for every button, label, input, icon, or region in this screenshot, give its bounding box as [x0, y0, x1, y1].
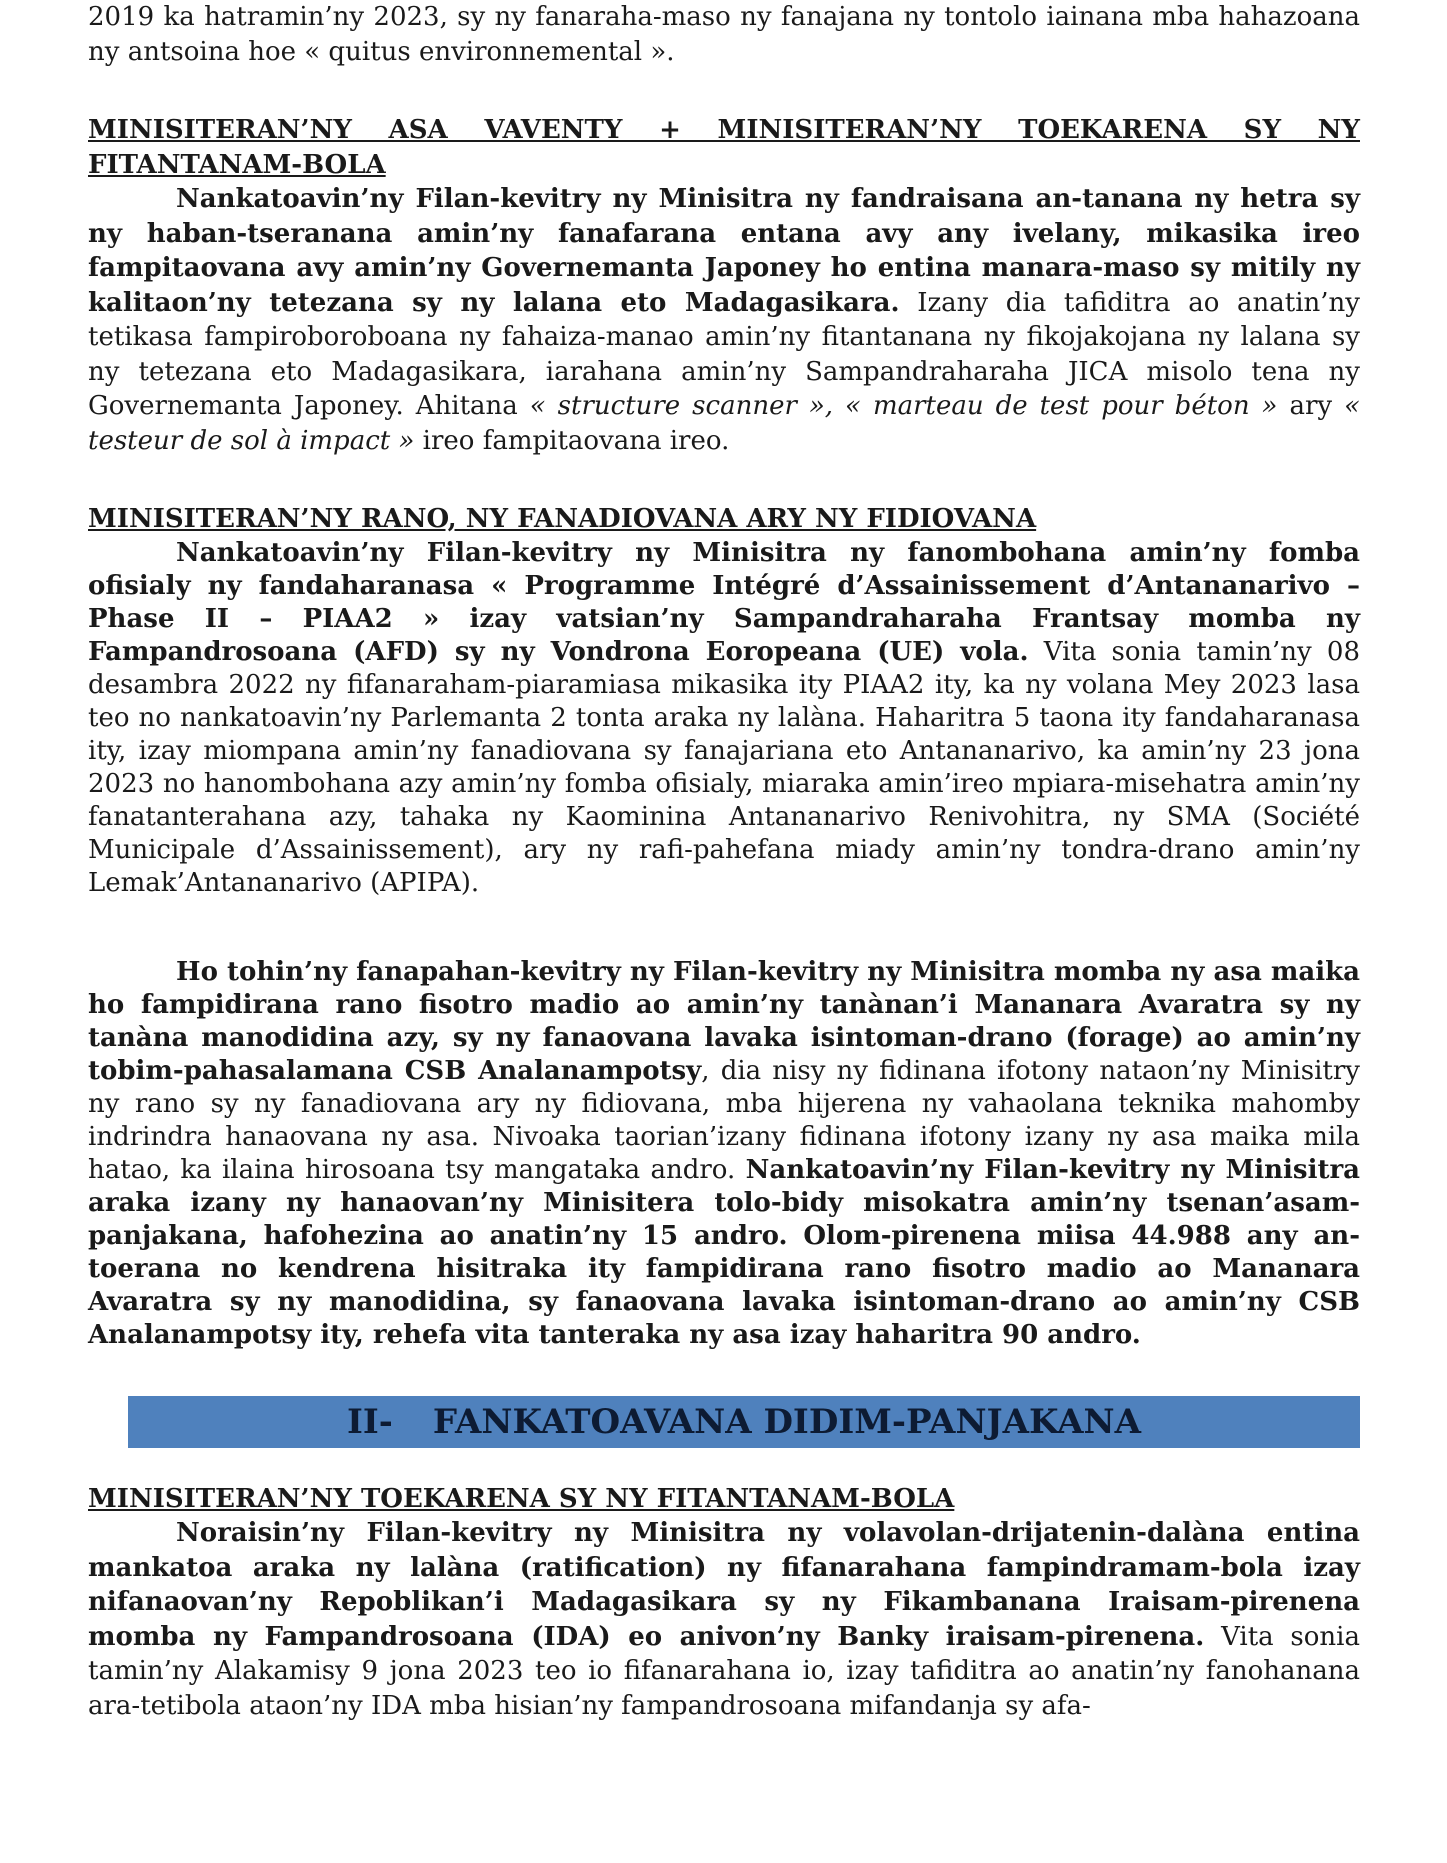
spacer — [88, 69, 1360, 113]
paragraph-mananara-water — [88, 956, 1360, 1352]
paragraph-bold-text: Nankatoavin’ny Filan-kevitry ny Minisitra araka izany ny hanaovan’ny Minisitera tolo-bidy misokatra amin’ny tsenan’asam-panjakana, hafohezina ao anatin’ny 15 andro. Olom-pirenena miisa 44.988 any an-toerana no kendrena hisitraka ity fampidirana rano fisotro madio ao Mananara Avaratra sy ny manodidina, sy fanaovana lavaka isintoman-drano ao amin’ny CSB Analanampotsy ity, rehefa vita tanteraka ny asa izay haharitra 90 andro. — [88, 1154, 1360, 1350]
section-heading-water-sanitation: MINISITERAN’NY RANO, NY FANADIOVANA ARY NY FIDIOVANA — [88, 504, 1037, 534]
spacer — [88, 458, 1360, 502]
paragraph-text: ireo fampitaovana ireo. — [414, 425, 730, 456]
section-banner-title: FANKATOAVANA DIDIM-PANJAKANA — [432, 1401, 1141, 1442]
spacer — [88, 900, 1360, 956]
paragraph-bold-text: Nankatoavin’ny Filan-kevitry ny Minisitra ny fanombohana amin’ny fomba ofisialy ny fandaharanasa « Programme Intégré d’Assainissement d’Antananarivo – Phase II – PIAA2 » izay vatsian’ny Sampandraharaha Frantsay momba ny Fampandrosoana (AFD) sy ny Vondrona Eoropeana (UE) vola. — [88, 537, 1360, 667]
section-heading-public-works-finance: MINISITERAN’NY ASA VAVENTY + MINISITERAN’NY TOEKARENA SY NY FITANTANAM-BOLA — [88, 115, 1360, 180]
paragraph-piaa2 — [88, 537, 1360, 900]
paragraph-bold-text: Ho tohin’ny fanapahan-kevitry ny Filan-kevitry ny Minisitra momba ny asa maika ho fampidirana rano fisotro madio ao amin’ny tanànan’i Mananara Avaratra sy ny tanàna manodidina azy, sy ny fanaovana lavaka isintoman-drano (forage) ao amin’ny tobim-pahasalamana CSB Analanampotsy — [88, 956, 1360, 1086]
paragraph-bold-text: Nankatoavin’ny Filan-kevitry ny Minisitra ny fandraisana an-tanana ny hetra sy ny haban-tseranana amin’ny fanafarana entana avy any ivelany, mikasika ireo fampitaovana avy amin’ny Governemanta Japoney ho entina manara-maso sy mitily ny kalitaon’ny tetezana sy ny lalana eto Madagasikara. — [88, 184, 1360, 318]
paragraph-text: ary — [1277, 391, 1345, 421]
paragraph-ida-ratification — [88, 1516, 1360, 1723]
spacer — [88, 1448, 1360, 1482]
paragraph-bold-text: Noraisin’ny Filan-kevitry ny Minisitra ny volavolan-drijatenin-dalàna entina mankatoa araka ny lalàna (ratification) ny fifanarahana fampindramam-bola izay nifanaovan’ny Repoblikan’i Madagasikara sy ny Fikambanana Iraisam-pirenena momba ny Fampandrosoana (IDA) eo anivon’ny Banky iraisam-pirenena. — [88, 1518, 1360, 1652]
paragraph-text: Izany dia tafiditra ao anatin’ny tetikasa fampiroboroboana ny fahaiza-manao amin’ny fitantanana ny fikojakojana ny lalana sy ny tetezana eto Madagasikara, iarahana amin’ny Sampandraharaha JICA misolo tena ny Governemanta Japoney. Ahitana — [88, 287, 1360, 421]
section-banner — [128, 1396, 1360, 1448]
paragraph-text: , dia nisy ny fidinana ifotony nataon’ny Minisitry ny rano sy ny fanadiovana ary ny fidiovana, mba hijerena ny vahaolana teknika mahomby indrindra hanaovana ny asa. Nivoaka taorian’izany fidinana ifotony izany ny asa maika mila hatao, ka ilaina hirosoana tsy mangataka andro. — [88, 1055, 1360, 1185]
document-page — [88, 0, 1360, 1723]
section-banner-number: II- — [346, 1401, 393, 1442]
spacer — [88, 1352, 1360, 1396]
paragraph-italic-text: « testeur de sol à impact » — [88, 391, 1360, 456]
section-heading-economy-finance: MINISITERAN’NY TOEKARENA SY NY FITANTANAM-BOLA — [88, 1483, 955, 1514]
paragraph-text: Vita sonia tamin’ny 08 desambra 2022 ny fifanaraham-piaramiasa mikasika ity PIAA2 ity, ka ny volana Mey 2023 lasa teo no nankatoavin’ny Parlemanta 2 tonta araka ny lalàna. Haharitra 5 taona ity fandaharanasa ity, izay miompana amin’ny fanadiovana sy fanajariana eto Antananarivo, ka amin’ny 23 jona 2023 no hanombohana azy amin’ny fomba ofisialy, miaraka amin’ireo mpiara-misehatra amin’ny fanatanterahana azy, tahaka ny Kaominina Antananarivo Renivohitra, ny SMA (Société Municipale d’Assainissement), ary ny rafi-pahefana miady amin’ny tondra-drano amin’ny Lemak’Antananarivo (APIPA). — [88, 636, 1360, 898]
paragraph-italic-text: « structure scanner », « marteau de test pour béton » — [529, 391, 1278, 421]
paragraph-road-equipment — [88, 182, 1360, 458]
paragraph-text: Vita sonia tamin’ny Alakamisy 9 jona 2023 teo io fifanarahana io, izay tafiditra ao anatin’ny fanohanana ara-tetibola ataon’ny IDA mba hisian’ny fampandrosoana mifandanja sy afa- — [88, 1621, 1360, 1721]
intro-text: 2019 ka hatramin’ny 2023, sy ny fanaraha-maso ny fanajana ny tontolo iainana mba hahazoana ny antsoina hoe « quitus environnemental ». — [88, 2, 1360, 67]
intro-paragraph — [88, 0, 1360, 69]
